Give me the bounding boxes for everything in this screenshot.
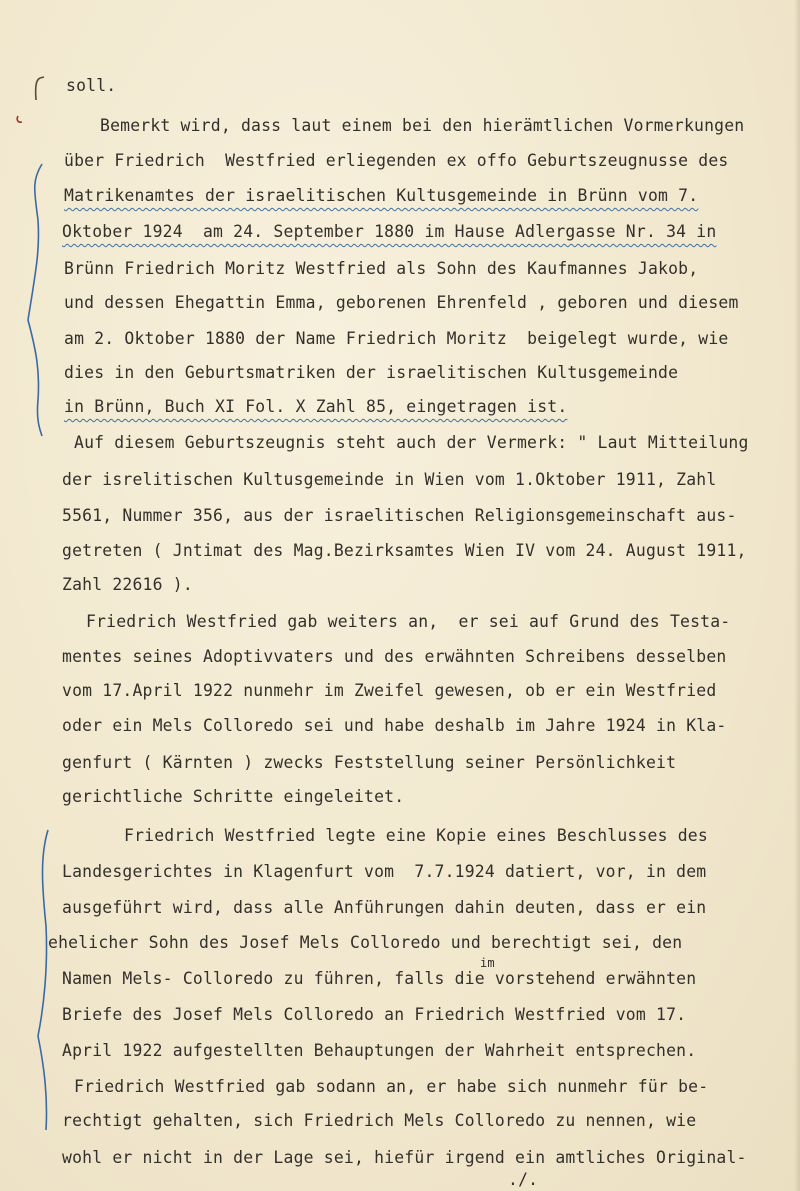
text-line-20: genfurt ( Kärnten ) zwecks Feststellung seiner Persönlichkeit (62, 753, 677, 772)
margin-bracket-bottom (30, 826, 60, 1136)
text-line-27: Briefe des Josef Mels Colloredo an Friedrich Westfried vom 17. (62, 1005, 687, 1024)
text-line-25: ehelicher Sohn des Josef Mels Colloredo und berechtigt sei, den (48, 933, 683, 952)
text-line-3: über Friedrich Westfried erliegenden ex offo Geburtszeugnusse des (64, 151, 729, 170)
text-line-9: dies in den Geburtsmatriken der israelitischen Kultusgemeinde (64, 363, 679, 382)
text-line-30: rechtigt gehalten, sich Friedrich Mels Colloredo zu nennen, wie (62, 1111, 697, 1130)
text-line-6: Brünn Friedrich Moritz Westfried als Sohn des Kaufmannes Jakob, (64, 259, 699, 278)
text-line-14: getreten ( Jntimat des Mag.Bezirksamtes Wien IV vom 24. August 1911, (62, 541, 747, 560)
text-line-17: mentes seines Adoptivvaters und des erwähnten Schreibens desselben (62, 647, 727, 666)
margin-dot-mark (12, 112, 28, 128)
text-line-26: Namen Mels- Colloredo zu führen, falls die vorstehend erwähnten (62, 969, 697, 988)
text-line-10: in Brünn, Buch XI Fol. X Zahl 85, eingetragen ist. (64, 397, 568, 416)
text-line-13: 5561, Nummer 356, aus der israelitischen Religionsgemeinschaft aus- (62, 506, 737, 525)
text-line-19: oder ein Mels Colloredo sei und habe deshalb im Jahre 1924 in Kla- (62, 716, 727, 735)
margin-bracket-top (20, 160, 50, 440)
text-line-11: Auf diesem Geburtszeugnis steht auch der Vermerk: " Laut Mitteilung (74, 433, 749, 452)
text-line-16: Friedrich Westfried gab weiters an, er sei auf Grund des Testa- (86, 612, 731, 631)
text-line-21: gerichtliche Schritte eingeleitet. (62, 787, 405, 806)
text-line-5: Oktober 1924 am 24. September 1880 im Hause Adlergasse Nr. 34 in (62, 222, 717, 241)
text-line-22: Friedrich Westfried legte eine Kopie eines Beschlusses des (124, 826, 708, 845)
page-edge-shadow (794, 0, 800, 1191)
text-line-18: vom 17.April 1922 nunmehr im Zweifel gewesen, ob er ein Westfried (62, 681, 717, 700)
text-line-7: und dessen Ehegattin Emma, geborenen Ehrenfeld , geboren und diesem (64, 293, 739, 312)
text-line-8: am 2. Oktober 1880 der Name Friedrich Moritz beigelegt wurde, wie (64, 329, 729, 348)
text-line-15: Zahl 22616 ). (62, 575, 193, 594)
text-line-1: soll. (66, 76, 117, 95)
text-line-4: Matrikenamtes der israelitischen Kultusgemeinde in Brünn vom 7. (64, 186, 699, 205)
page-continuation-mark: ./. (508, 1170, 539, 1189)
margin-tick-mark (28, 74, 48, 104)
text-line-31: wohl er nicht in der Lage sei, hiefür irgend ein amtliches Original- (62, 1148, 747, 1167)
text-line-24: ausgeführt wird, dass alle Anführungen dahin deuten, dass er ein (62, 898, 707, 917)
text-line-23: Landesgerichtes in Klagenfurt vom 7.7.1924 datiert, vor, in dem (62, 862, 707, 881)
text-line-28: April 1922 aufgestellten Behauptungen der Wahrheit entsprechen. (62, 1041, 697, 1060)
text-line-2: Bemerkt wird, dass laut einem bei den hierämtlichen Vormerkungen (100, 116, 745, 135)
text-line-29: Friedrich Westfried gab sodann an, er habe sich nunmehr für be- (74, 1077, 709, 1096)
text-line-12: der isrelitischen Kultusgemeinde in Wien vom 1.Oktober 1911, Zahl (62, 470, 717, 489)
interlinear-insert: im (480, 956, 495, 970)
